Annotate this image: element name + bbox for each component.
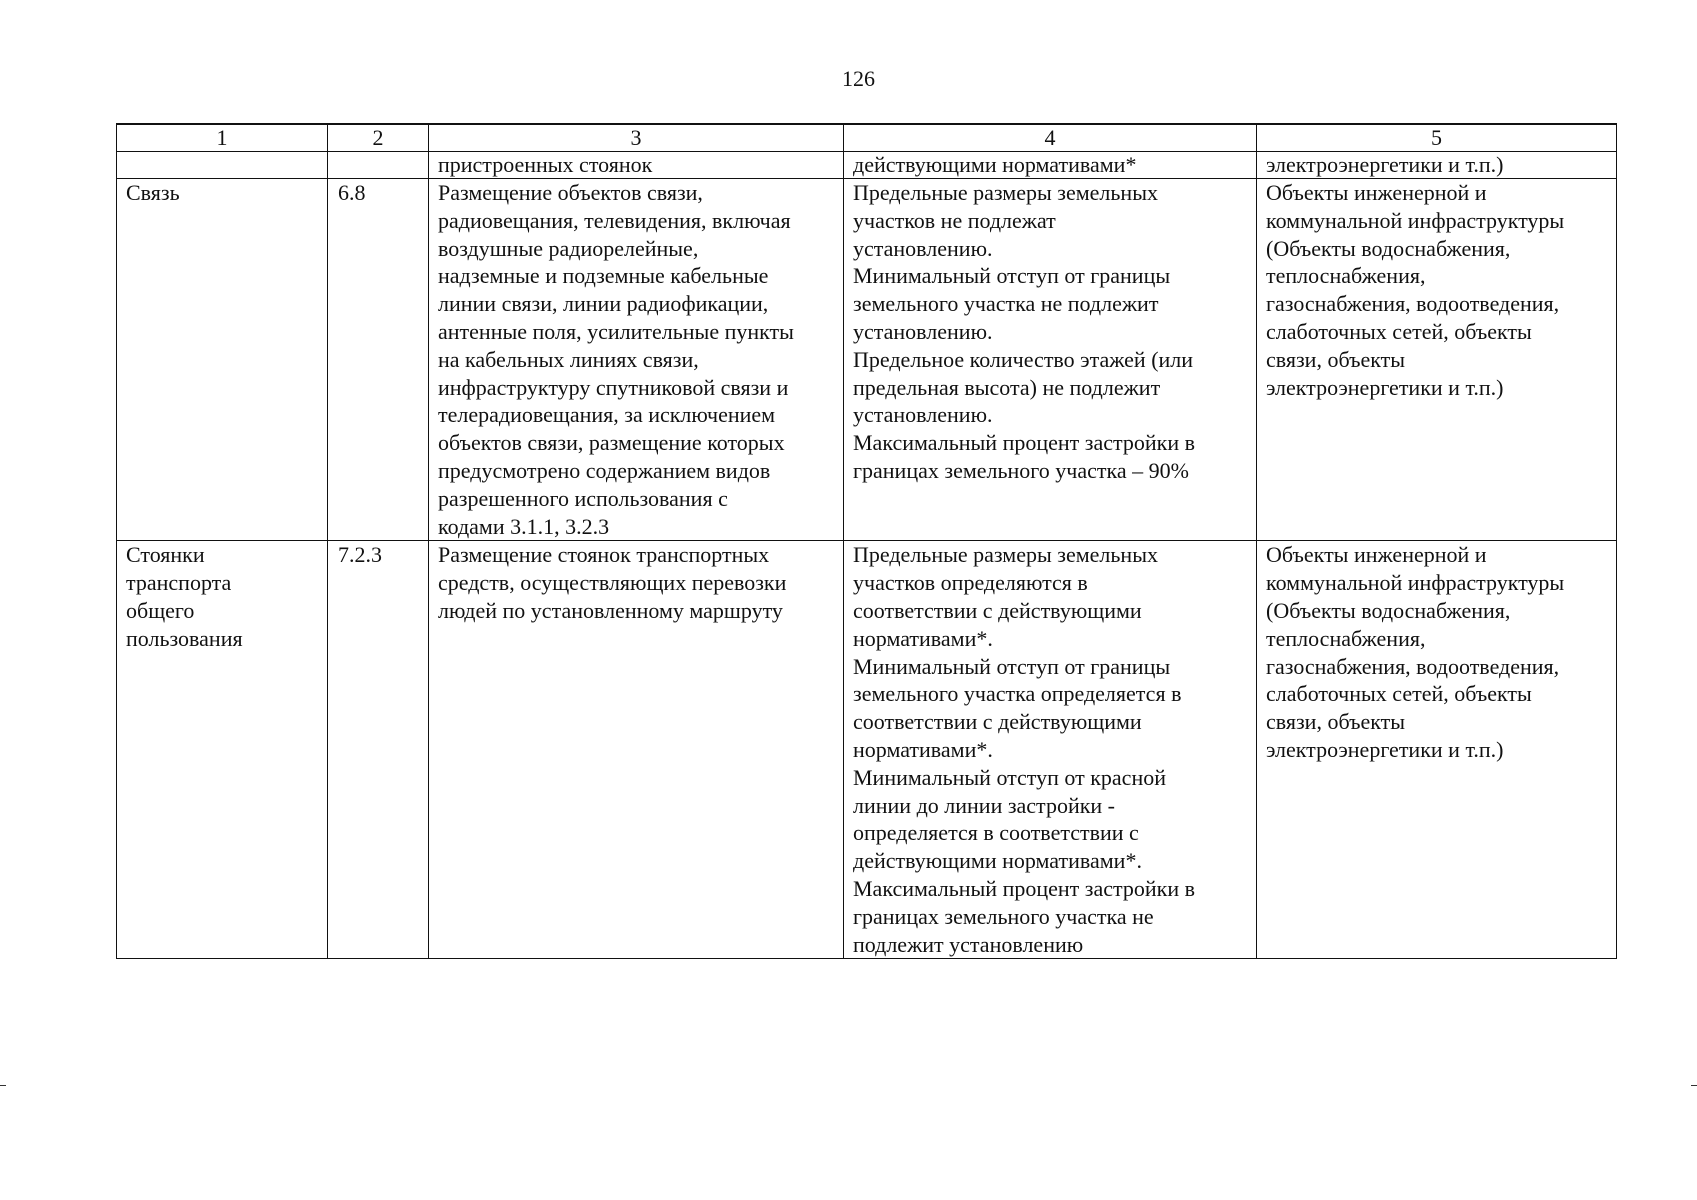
use-type-parameters: Предельные размеры земельных участков определяются в соответствии с действующими нормативами*. Минимальный отступ от границы земельного участка определяется в соответствии с действующими нормативами*. Минимальный отступ от красной линии до линии застройки - определяется в соответствии с действующими нормативами*. Максимальный процент застройки в границах земельного участка не подлежит установлению: [844, 541, 1257, 959]
scan-margin-mark-left: [0, 1085, 6, 1086]
use-type-description: Размещение стоянок транспортных средств, осуществляющих перевозки людей по установленному маршруту: [429, 541, 844, 959]
table-row: [117, 541, 1617, 959]
use-type-name: Стоянки транспорта общего пользования: [117, 541, 328, 959]
table-row: [117, 179, 1617, 541]
use-type-name: Связь: [117, 179, 328, 541]
column-number-5: 5: [1257, 124, 1617, 152]
land-use-table: [116, 123, 1617, 959]
use-type-code: 6.8: [328, 179, 429, 541]
continuation-row: [117, 152, 1617, 179]
page-number: 126: [842, 66, 875, 91]
use-type-parameters: Предельные размеры земельных участков не подлежат установлению. Минимальный отступ от границы земельного участка не подлежит установлению. Предельное количество этажей (или предельная высота) не подлежит установлению. Максимальный процент застройки в границах земельного участка – 90%: [844, 179, 1257, 541]
continuation-cell-5: электроэнергетики и т.п.): [1257, 152, 1617, 179]
auxiliary-uses: Объекты инженерной и коммунальной инфраструктуры (Объекты водоснабжения, теплоснабжения, газоснабжения, водоотведения, слаботочных сетей, объекты связи, объекты электроэнергетики и т.п.): [1257, 541, 1617, 959]
continuation-cell-3: пристроенных стоянок: [429, 152, 844, 179]
continuation-cell-1: [117, 152, 328, 179]
auxiliary-uses: Объекты инженерной и коммунальной инфраструктуры (Объекты водоснабжения, теплоснабжения, газоснабжения, водоотведения, слаботочных сетей, объекты связи, объекты электроэнергетики и т.п.): [1257, 179, 1617, 541]
column-number-1: 1: [117, 124, 328, 152]
continuation-cell-4: действующими нормативами*: [844, 152, 1257, 179]
scan-margin-mark-right: [1691, 1085, 1697, 1086]
column-number-3: 3: [429, 124, 844, 152]
column-number-2: 2: [328, 124, 429, 152]
use-type-description: Размещение объектов связи, радиовещания, телевидения, включая воздушные радиорелейные, надземные и подземные кабельные линии связи, линии радиофикации, антенные поля, усилительные пункты на кабельных линиях связи, инфраструктуру спутниковой связи и телерадиовещания, за исключением объектов связи, размещение которых предусмотрено содержанием видов разрешенного использования с кодами 3.1.1, 3.2.3: [429, 179, 844, 541]
use-type-code: 7.2.3: [328, 541, 429, 959]
column-number-4: 4: [844, 124, 1257, 152]
column-number-row: [117, 124, 1617, 152]
continuation-cell-2: [328, 152, 429, 179]
